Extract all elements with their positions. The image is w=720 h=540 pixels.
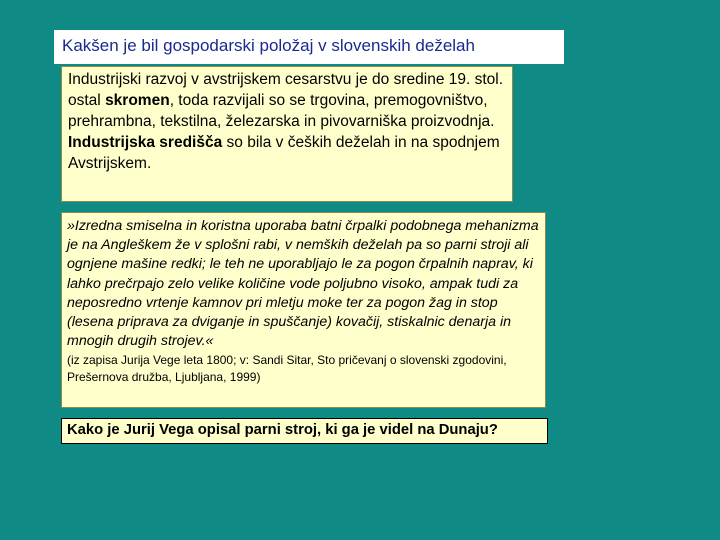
info-text: Industrijski razvoj v avstrijskem cesarstvu je do sredine 19. stol. ostal <box>68 71 504 109</box>
info-highlight: skromen <box>105 92 170 109</box>
info-highlight: Industrijska središča <box>68 134 223 151</box>
quote-text: »Izredna smiselna in koristna uporaba batni črpalki podobnega mehanizma je na Angleškem že v splošni rabi, v nemških deželah pa so parni stroji ali ognjene mašine redki; le teh ne uporabljajo le za pogon črpalnih naprav, ki lahko prečrpajo zelo velike količine vode poljubno visoko, ampak tudi za neposredno vrtenje kamnov pri mletju moke ter za pogon žag in stop (lesena priprava za dviganje in spuščanje) kovačij, stiskalnic denarja in mnogih drugih strojev.« <box>67 218 539 350</box>
info-paragraph-2 <box>68 132 506 174</box>
slide-title: Kakšen je bil gospodarski položaj v slovenskih deželah <box>54 30 564 64</box>
quote-box <box>61 212 546 408</box>
info-text: , toda razvijali so se trgovina, premogovništvo, prehrambna, tekstilna, železarska in pivovarniška proizvodnja. <box>68 92 495 130</box>
info-paragraph-1 <box>68 69 506 132</box>
info-box <box>61 66 513 202</box>
quote-source: (iz zapisa Jurija Vege leta 1800; v: Sandi Sitar, Sto pričevanj o slovenski zgodovini, Prešernova družba, Ljubljana, 1999) <box>67 353 507 385</box>
info-text: so bila v čeških deželah in na spodnjem Avstrijskem. <box>68 134 500 172</box>
question-box: Kako je Jurij Vega opisal parni stroj, ki ga je videl na Dunaju? <box>61 418 548 444</box>
